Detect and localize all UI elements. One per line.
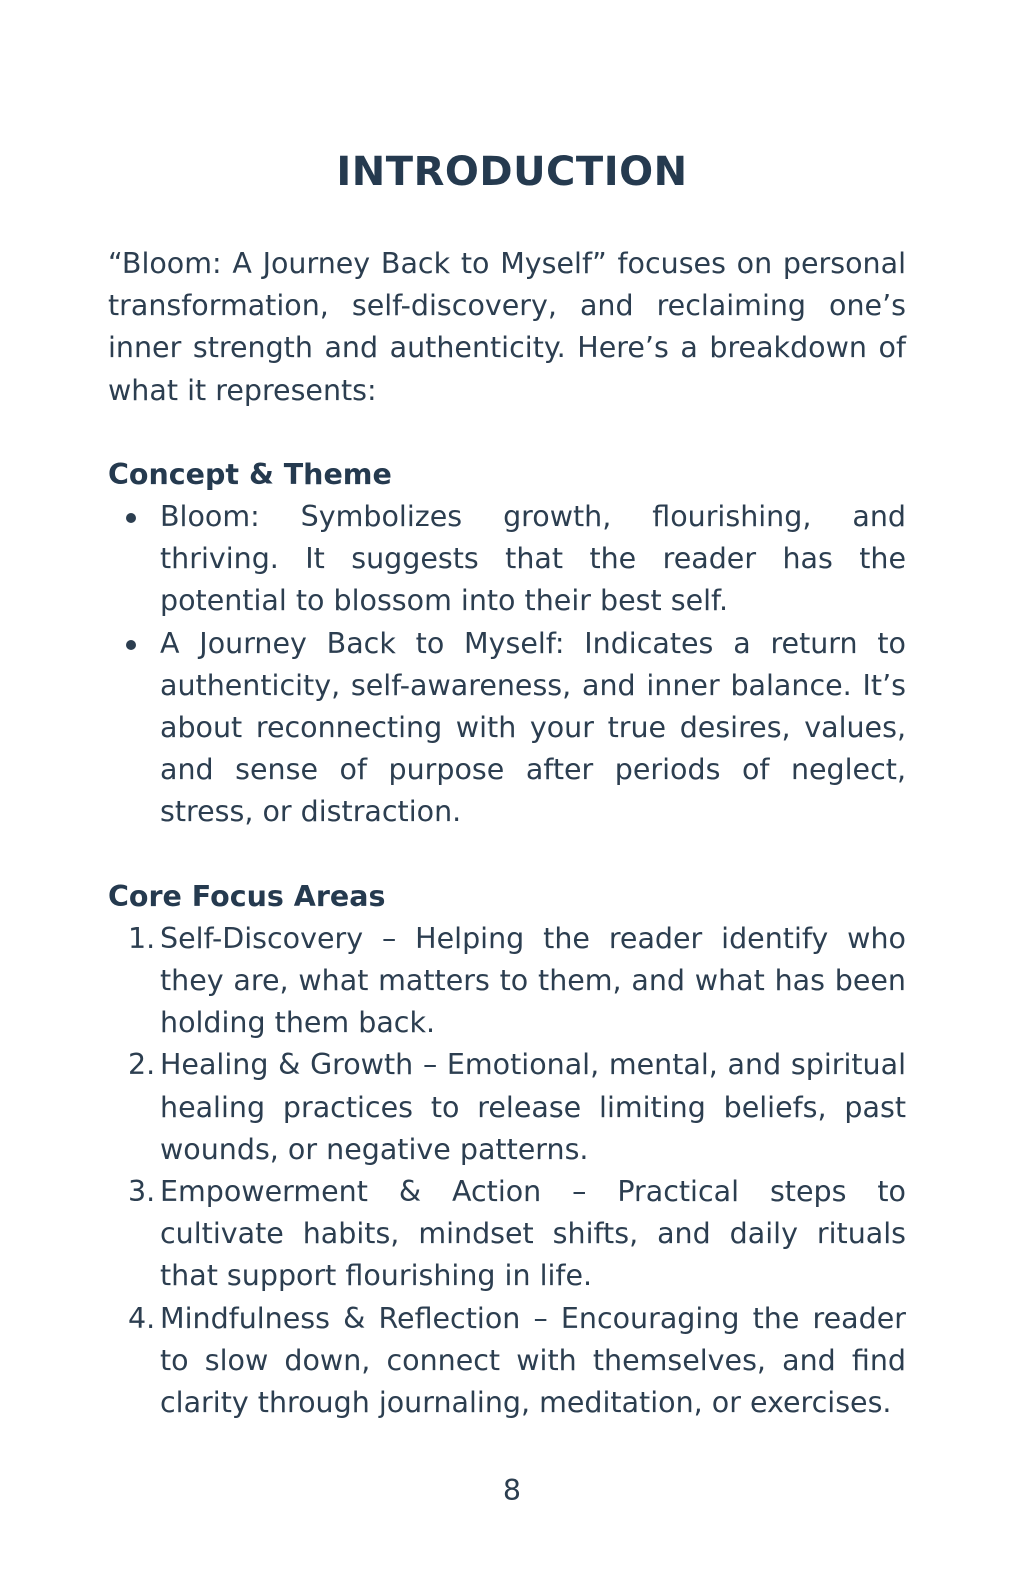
list-item-text: Healing & Growth – Emotional, mental, and spiritual healing practices to release limiting beliefs, past wounds, or negative patterns. <box>160 1048 906 1166</box>
list-item-text: Self-Discovery – Helping the reader identify who they are, what matters to them, and what has been holding them back. <box>160 921 906 1040</box>
bullet-icon <box>126 513 136 523</box>
list-item-text: Empowerment & Action – Practical steps to cultivate habits, mindset shifts, and daily rituals that support flourishing in life. <box>160 1175 906 1293</box>
list-item <box>108 623 906 834</box>
list-number: 3. <box>128 1175 156 1209</box>
list-item <box>108 1298 906 1425</box>
list-item <box>108 1044 906 1171</box>
concept-heading: Concept & Theme <box>108 457 392 491</box>
focus-list <box>108 918 906 1424</box>
list-item-text: Mindfulness & Reflection – Encouraging the reader to slow down, connect with themselves, and find clarity through journaling, meditation, or exercises. <box>160 1301 906 1420</box>
list-item <box>108 496 906 623</box>
list-number: 1. <box>128 921 156 955</box>
list-item-text: A Journey Back to Myself: Indicates a return to authenticity, self-awareness, and inner balance. It’s about reconnecting with your true desires, values, and sense of purpose after periods of neglect, stress, or distraction. <box>160 626 906 829</box>
list-number: 2. <box>128 1048 156 1082</box>
page-number: 8 <box>502 1474 522 1507</box>
page-title: INTRODUCTION <box>336 149 688 195</box>
intro-paragraph: “Bloom: A Journey Back to Myself” focuses on personal transformation, self-discovery, and reclaiming one’s inner strength and authenticity. Here’s a breakdown of what it represents: <box>108 247 906 407</box>
page-content <box>108 243 906 1424</box>
list-item <box>108 1171 906 1298</box>
bullet-icon <box>126 640 136 650</box>
list-item-text: Bloom: Symbolizes growth, flourishing, and thriving. It suggests that the reader has the potential to blossom into their best self. <box>160 500 906 618</box>
focus-heading: Core Focus Areas <box>108 879 386 913</box>
list-item <box>108 918 906 1045</box>
concept-list <box>108 496 906 834</box>
list-number: 4. <box>128 1301 156 1335</box>
